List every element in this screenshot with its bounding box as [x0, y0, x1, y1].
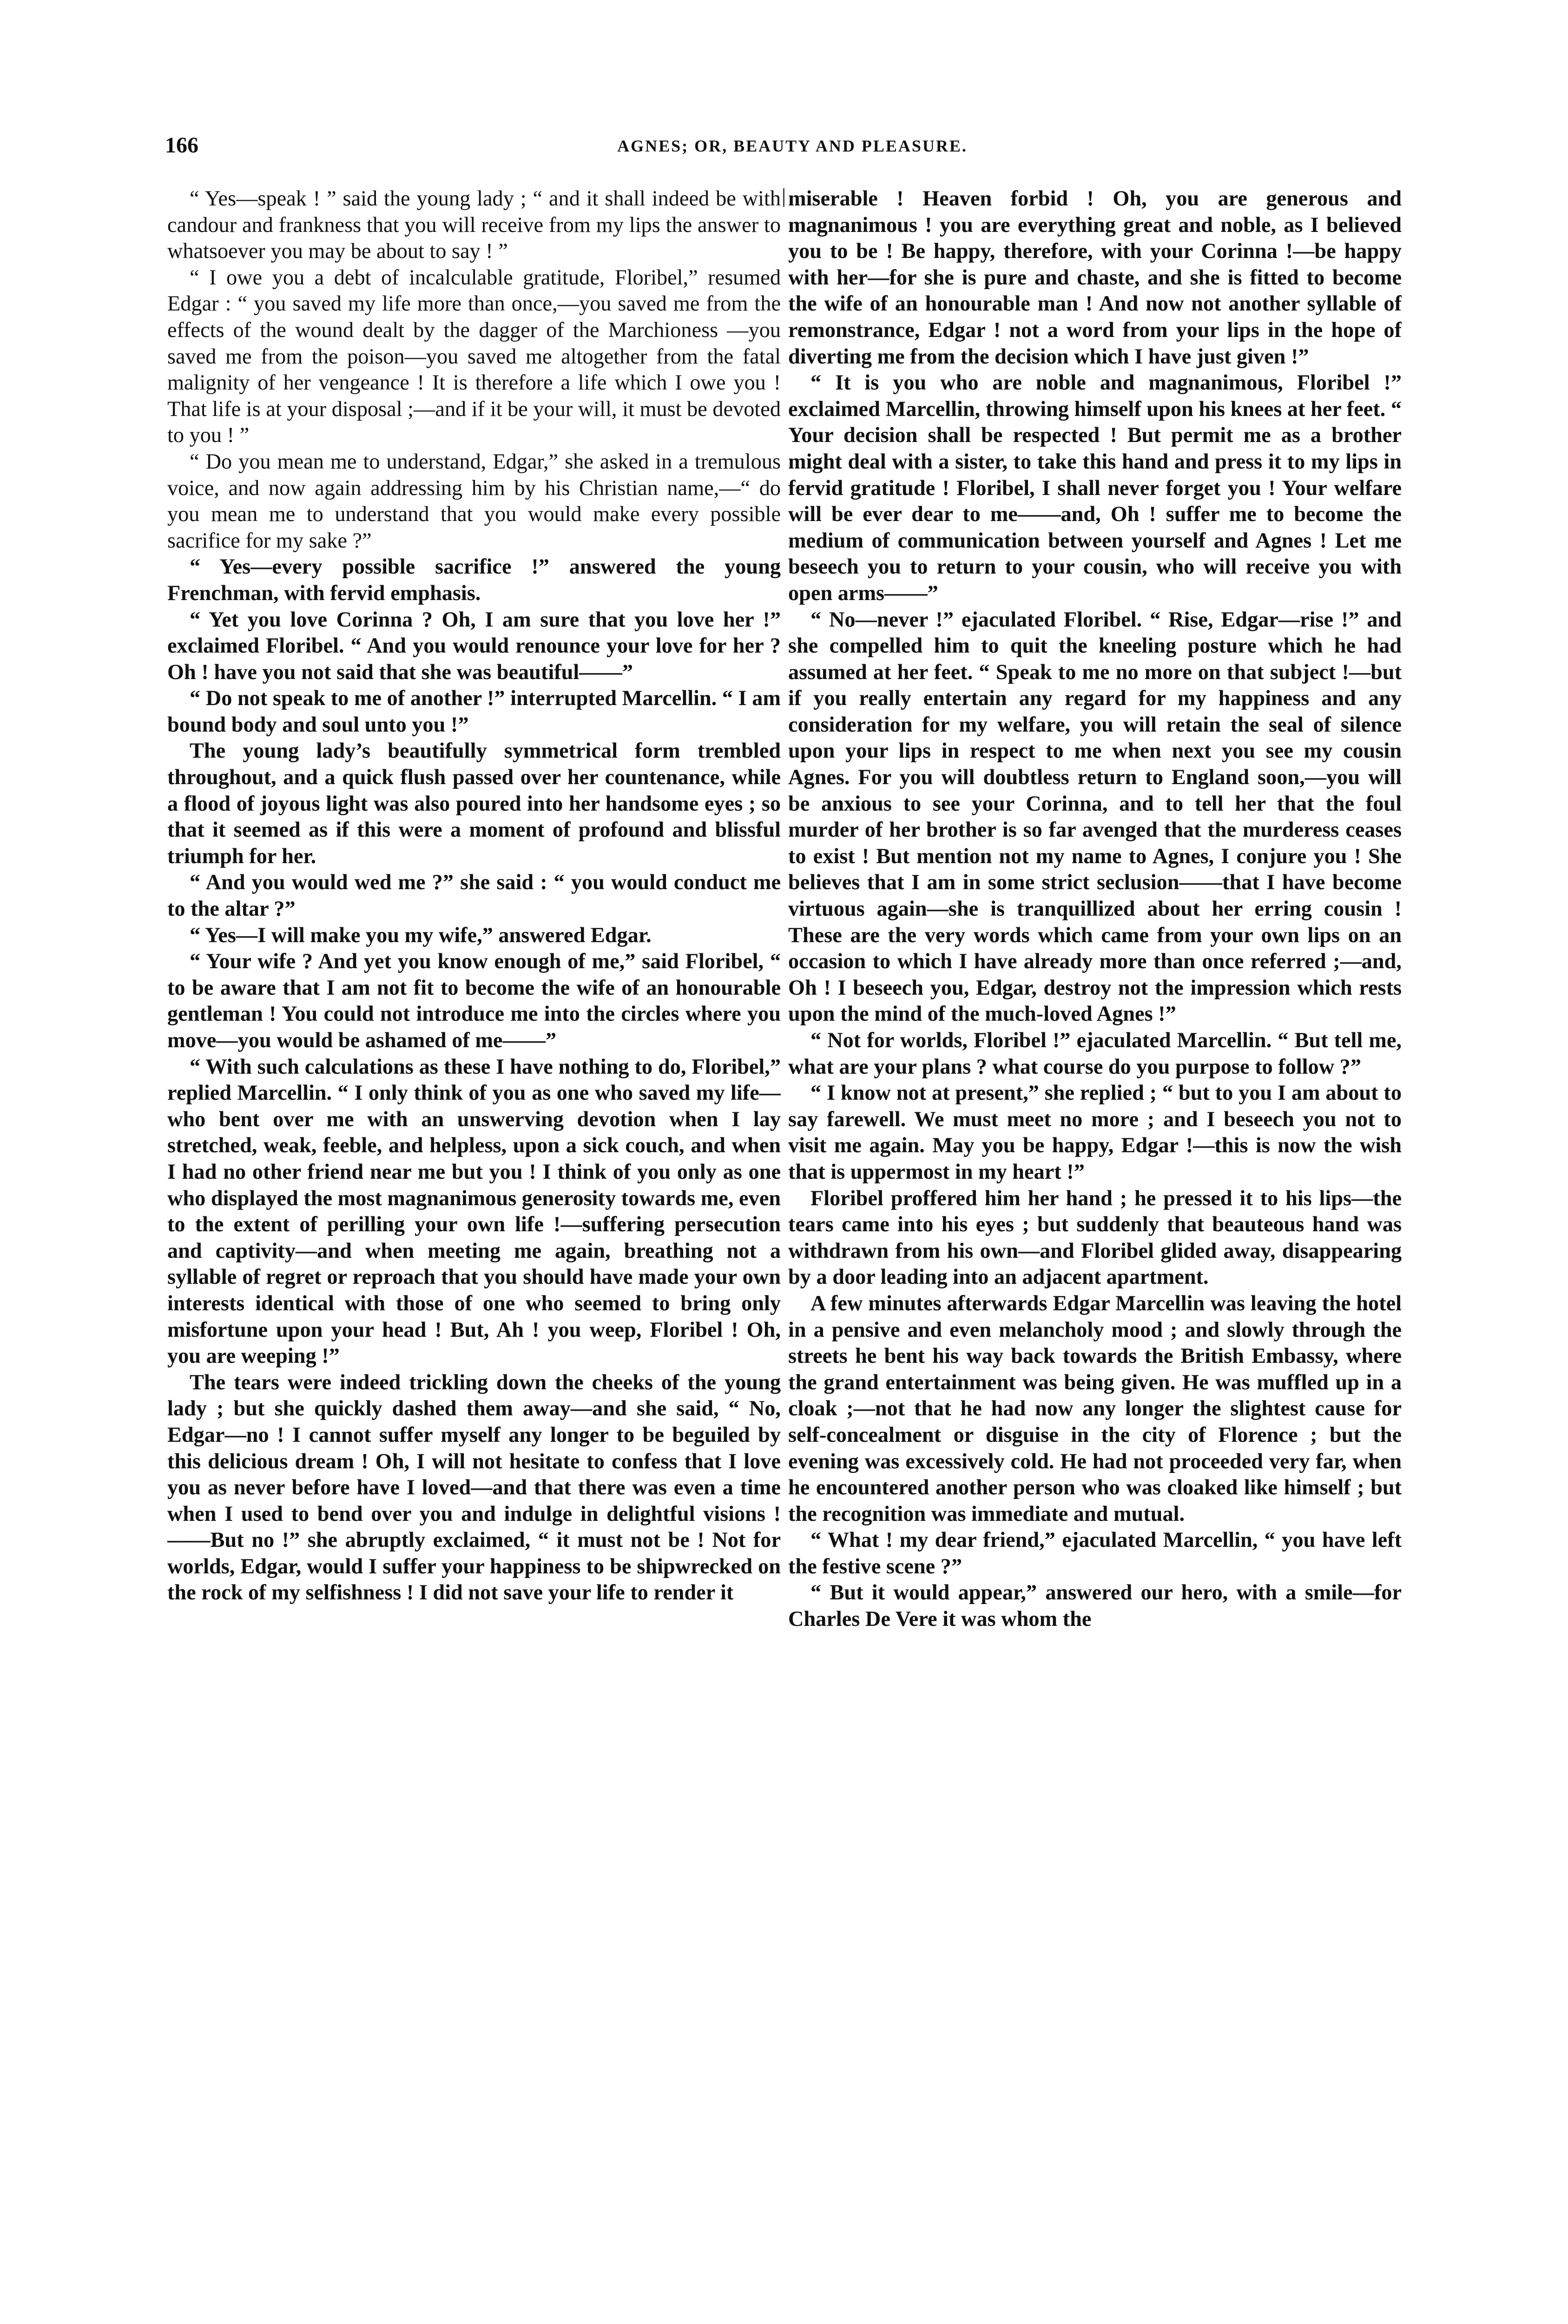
paragraph: “ No—never !” ejaculated Floribel. “ Rise, Edgar—rise !” and she compelled him to quit the kneeling posture which he had assumed at her feet. “ Speak to me no more on that subject !—but if you really entertain any regard for my happiness and any consideration for my welfare, you will retain the seal of silence upon your lips in respect to me when next you see my cousin Agnes. For you will doubtless return to England soon,—you will be anxious to see your Corinna, and to tell her that the foul murder of her brother is so far avenged that the murderess ceases to exist ! But mention not my name to Agnes, I conjure you ! She believes that I am in some strict seclusion——that I have become virtuous again—she is tranquillized about her erring cousin ! These are the very words which came from your own lips on an occasion to which I have already more than once referred ;—and, Oh ! I beseech you, Edgar, destroy not the impression which rests upon the mind of the much-loved Agnes !” [788, 607, 1402, 1026]
paragraph: The tears were indeed trickling down the cheeks of the young lady ; but she quickly dashed them away—and she said, “ No, Edgar—no ! I cannot suffer myself any longer to be beguiled by this delicious dream ! Oh, I will not hesitate to confess that I love you as never before have I loved—and that there was even a time when I used to bend over you and indulge in delightful visions !——But no !” she abruptly exclaimed, “ it must not be ! Not for worlds, Edgar, would I suffer your happiness to be shipwrecked on the rock of my selfishness ! I did not save your life to render it [167, 1370, 781, 1605]
column-rule [783, 188, 784, 207]
paragraph: miserable ! Heaven forbid ! Oh, you are generous and magnanimous ! you are everything great and noble, as I believed you to be ! Be happy, therefore, with your Corinna !—be happy with her—for she is pure and chaste, and she is fitted to become the wife of an honourable man ! And now not another syllable of remonstrance, Edgar ! not a word from your lips in the hope of diverting me from the decision which I have just given !” [788, 187, 1402, 369]
paragraph: “ Yes—speak ! ” said the young lady ; “ and it shall indeed be with candour and frankness that you will receive from my lips the answer to whatsoever you may be about to say ! ” [167, 187, 781, 264]
page-header [165, 132, 1420, 170]
paragraph: “ Yet you love Corinna ? Oh, I am sure that you love her !” exclaimed Floribel. “ And you would renounce your love for her ? Oh ! have you not said that she was beautiful——” [167, 607, 781, 684]
paragraph: “ Not for worlds, Floribel !” ejaculated Marcellin. “ But tell me, what are your plans ? what course do you purpose to follow ?” [788, 1029, 1402, 1079]
paragraph: “ And you would wed me ?” she said : “ you would conduct me to the altar ?” [167, 871, 781, 921]
paragraph: “ It is you who are noble and magnanimous, Floribel !” exclaimed Marcellin, throwing himself upon his knees at her feet. “ Your decision shall be respected ! But permit me as a brother might deal with a sister, to take this hand and press it to my lips in fervid gratitude ! Floribel, I shall never forget you ! Your welfare will be ever dear to me——and, Oh ! suffer me to become the medium of communication between yourself and Agnes ! Let me beseech you to return to your cousin, who will receive you with open arms——” [788, 371, 1402, 605]
paragraph: “ Do not speak to me of another !” interrupted Marcellin. “ I am bound body and soul unto you !” [167, 687, 781, 737]
paragraph: “ I owe you a debt of incalculable gratitude, Floribel,” resumed Edgar : “ you saved my life more than once,—you saved me from the effects of the wound dealt by the dagger of the Marchioness —you saved me from the poison—you saved me altogether from the fatal malignity of her vengeance ! It is therefore a life which I owe you ! That life is at your disposal ;—and if it be your will, it must be devoted to you ! ” [167, 265, 781, 448]
paragraph: “ What ! my dear friend,” ejaculated Marcellin, “ you have left the festive scene ?” [788, 1528, 1402, 1578]
left-column [167, 186, 781, 2324]
paragraph: “ With such calculations as these I have nothing to do, Floribel,” replied Marcellin. “ I only think of you as one who saved my life—who bent over me with an unswerving devotion when I lay stretched, weak, feeble, and helpless, upon a sick couch, and when I had no other friend near me but you ! I think of you only as one who displayed the most magnanimous generosity towards me, even to the extent of perilling your own life !—suffering persecution and captivity—and when meeting me again, breathing not a syllable of regret or reproach that you should have made your own interests identical with those of one who seemed to bring only misfortune upon your head ! But, Ah ! you weep, Floribel ! Oh, you are weeping !” [167, 1055, 781, 1368]
paragraph: “ Do you mean me to understand, Edgar,” she asked in a tremulous voice, and now again addressing him by his Christian name,—“ do you mean me to understand that you would make every possible sacrifice for my sake ?” [167, 449, 781, 553]
right-column [788, 186, 1402, 2324]
paragraph: Floribel proffered him her hand ; he pressed it to his lips—the tears came into his eyes ; but suddenly that beauteous hand was withdrawn from his own—and Floribel glided away, disappearing by a door leading into an adjacent apartment. [788, 1186, 1402, 1289]
paragraph: “ I know not at present,” she replied ; “ but to you I am about to say farewell. We must meet no more ; and I beseech you not to visit me again. May you be happy, Edgar !—this is now the wish that is uppermost in my heart !” [788, 1081, 1402, 1184]
paragraph: “ Yes—I will make you my wife,” answered Edgar. [190, 923, 652, 947]
running-head: AGNES; OR, BEAUTY AND PLEASURE. [617, 137, 968, 155]
paragraph: The young lady’s beautifully symmetrical form trembled throughout, and a quick flush passed over her countenance, while a flood of joyous light was also poured into her handsome eyes ; so that it seemed as if this were a moment of profound and blissful triumph for her. [167, 739, 781, 868]
paragraph: “ But it would appear,” answered our hero, with a smile—for Charles De Vere it was whom the [788, 1581, 1402, 1631]
paragraph: A few minutes afterwards Edgar Marcellin was leaving the hotel in a pensive and even melancholy mood ; and slowly through the streets he bent his way back towards the British Embassy, where the grand entertainment was being given. He was muffled up in a cloak ;—not that he had now any longer the slightest cause for self-concealment or disguise in the city of Florence ; but the evening was excessively cold. He had not proceeded very far, when he encountered another person who was cloaked like himself ; but the recognition was immediate and mutual. [788, 1291, 1402, 1526]
paragraph: “ Yes—every possible sacrifice !” answered the young Frenchman, with fervid emphasis. [167, 555, 781, 605]
page-number: 166 [165, 133, 198, 158]
paragraph: “ Your wife ? And yet you know enough of me,” said Floribel, “ to be aware that I am not fit to become the wife of an honourable gentleman ! You could not introduce me into the circles where you move—you would be ashamed of me——” [167, 950, 781, 1052]
